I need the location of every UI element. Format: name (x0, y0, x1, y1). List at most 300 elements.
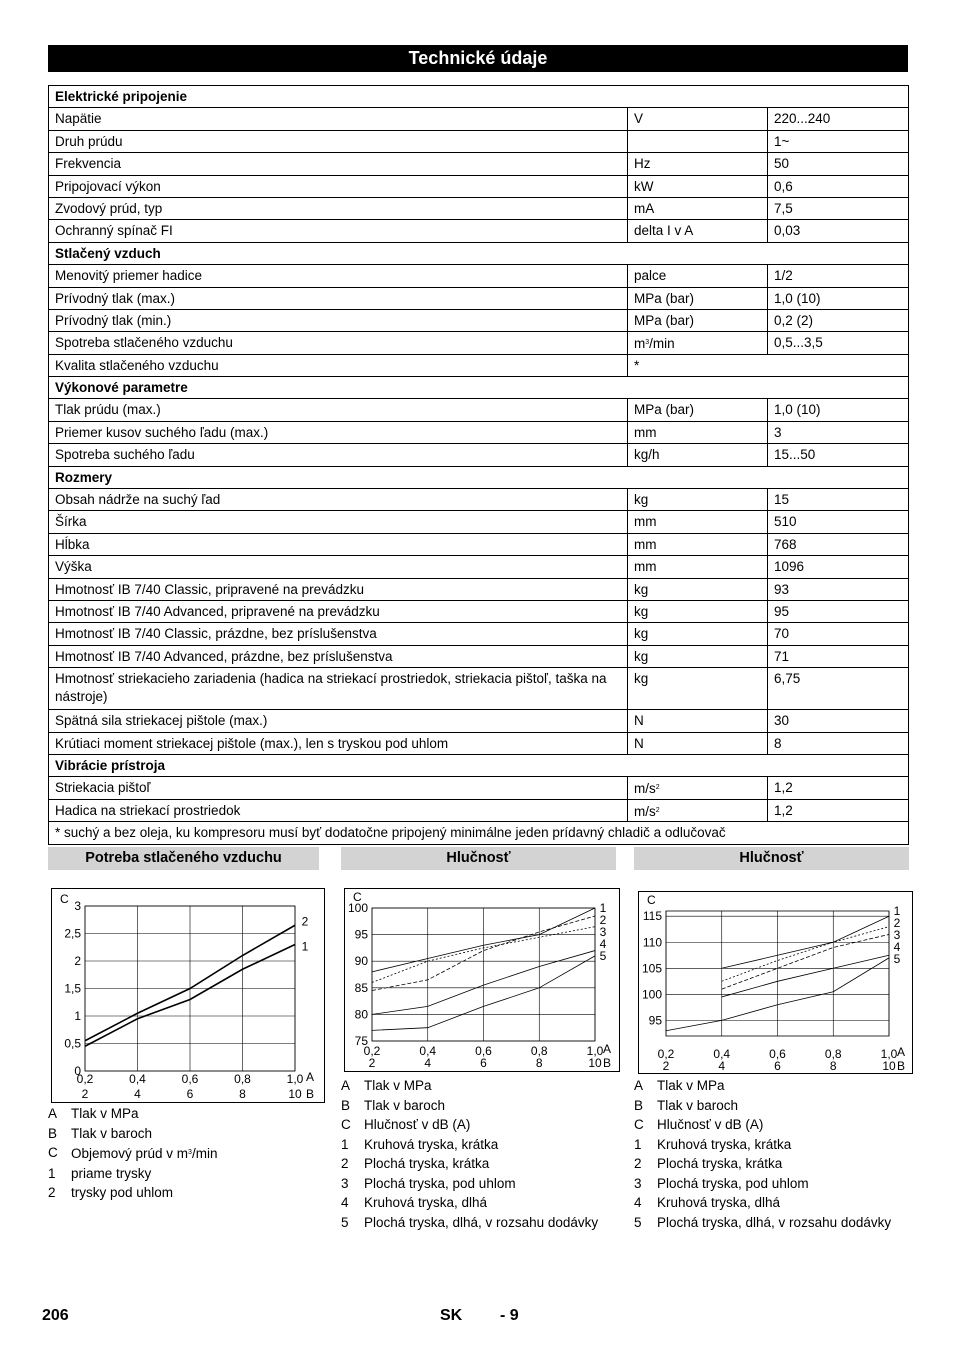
spec-unit: MPa (bar) (628, 287, 768, 309)
spec-row (49, 732, 909, 754)
legend-key: 3 (341, 1175, 349, 1191)
spec-label: Obsah nádrže na suchý ľad (49, 489, 628, 511)
legend-text-main: Tlak v MPa (364, 1078, 432, 1093)
spec-unit (628, 130, 768, 152)
spec-label: Krútiaci moment striekacej pištole (max.), len s tryskou pod uhlom (49, 732, 628, 754)
spec-label: Tlak prúdu (max.) (49, 399, 628, 421)
spec-label: Napätie (49, 108, 628, 130)
legend-item (341, 1076, 598, 1096)
legend-text-main: Hlučnosť v dB (A) (657, 1117, 764, 1132)
spec-unit-sup: 2 (655, 806, 660, 814)
spec-row (49, 710, 909, 732)
y-tick: 1,5 (64, 981, 81, 996)
x-tick-mpa: 0,4 (129, 1072, 146, 1086)
legend-text (657, 1076, 725, 1096)
legend-text-main: Plochá tryska, dlhá, v rozsahu dodávky (657, 1214, 892, 1230)
legend-text-main: Plochá tryska, krátka (657, 1156, 783, 1171)
legend-text-main: Kruhová tryska, dlhá (657, 1195, 781, 1210)
spec-value: 0,03 (768, 220, 909, 242)
legend-text-main: Tlak v MPa (657, 1078, 725, 1093)
x-tick-bar: 6 (480, 1056, 487, 1070)
spec-unit: MPa (bar) (628, 309, 768, 331)
chart-noise-2 (638, 891, 913, 1074)
legend-key: 4 (341, 1195, 349, 1210)
spec-unit: V (628, 108, 768, 130)
plot-area (666, 911, 889, 1036)
legend-key: A (341, 1078, 351, 1093)
y-tick: 105 (641, 961, 662, 976)
spec-value: 220...240 (768, 108, 909, 130)
spec-label: Hmotnosť striekacieho zariadenia (hadica na striekací prostriedok, striekacia pištoľ, taška na nástroje) (49, 668, 628, 710)
spec-label: Zvodový prúd, typ (49, 197, 628, 219)
spec-unit-base: m/s (634, 803, 656, 819)
x-tick-bar: 2 (81, 1087, 89, 1101)
spec-row (49, 623, 909, 645)
legend-key: C (634, 1117, 644, 1132)
spec-unit: mm (628, 556, 768, 578)
legend-text-main: Kruhová tryska, krátka (657, 1136, 792, 1152)
spec-note: * suchý a bez oleja, ku kompresoru musí byť dodatočne pripojený minimálne jeden prídavný chladič a odlučovač (49, 822, 909, 844)
legend-key: B (634, 1097, 644, 1113)
y-tick: 100 (347, 901, 368, 915)
axis-b-label: B (896, 1059, 906, 1073)
spec-section-label: Stlačený vzduch (49, 242, 909, 264)
legend-text-main: priame trysky (71, 1165, 152, 1181)
spec-label: Pripojovací výkon (49, 175, 628, 197)
spec-row (49, 108, 909, 130)
x-tick-bar: 6 (774, 1059, 781, 1073)
x-tick-mpa: 0,6 (475, 1044, 492, 1058)
spec-row (49, 645, 909, 667)
axis-a-label: A (602, 1042, 612, 1056)
spec-section-row (49, 242, 909, 264)
series-label: 2 (301, 914, 309, 929)
legend-text (657, 1135, 791, 1155)
legend-item (634, 1096, 891, 1116)
y-tick: 85 (354, 980, 368, 995)
axis-c-label: C (60, 892, 69, 906)
series-label: 2 (893, 916, 901, 930)
spec-value: 1,2 (768, 799, 909, 821)
y-tick: 115 (642, 909, 662, 924)
legend-text (364, 1135, 498, 1155)
spec-row (49, 287, 909, 309)
spec-section-label: Elektrické pripojenie (49, 86, 909, 108)
legend-noise-1 (341, 1076, 598, 1232)
legend-text-main: Plochá tryska, krátka (364, 1156, 490, 1171)
legend-key: 1 (341, 1136, 349, 1152)
spec-value: 71 (768, 645, 909, 667)
spec-value: 1,2 (768, 777, 909, 799)
spec-label: Spotreba suchého ľadu (49, 444, 628, 466)
chart-noise-1 (344, 888, 620, 1072)
spec-value: 8 (768, 732, 909, 754)
spec-unit: * (628, 354, 909, 376)
spec-unit: mm (628, 511, 768, 533)
y-tick: 110 (642, 935, 662, 950)
spec-row (49, 421, 909, 443)
spec-unit: kg (628, 578, 768, 600)
legend-text (71, 1183, 173, 1203)
spec-row (49, 777, 909, 799)
section-title-noise-1: Hlučnosť (341, 847, 616, 870)
legend-item (634, 1213, 891, 1233)
y-tick: 3 (74, 899, 81, 913)
legend-text (71, 1104, 139, 1124)
legend-text-main: Tlak v MPa (71, 1106, 139, 1121)
spec-value: 15 (768, 489, 909, 511)
axis-b-label: B (305, 1087, 315, 1101)
legend-item (341, 1193, 598, 1213)
legend-key: 3 (634, 1175, 642, 1191)
legend-text (71, 1124, 152, 1144)
spec-row (49, 556, 909, 578)
spec-note-row (49, 822, 909, 844)
spec-label: Hmotnosť IB 7/40 Advanced, prázdne, bez príslušenstva (49, 645, 628, 667)
series-label: 1 (301, 939, 309, 954)
legend-text (657, 1213, 891, 1233)
legend-text (364, 1193, 487, 1213)
axis-a-label: A (305, 1070, 315, 1084)
x-tick-mpa: 1,0 (286, 1072, 304, 1086)
legend-text (364, 1213, 598, 1233)
spec-row (49, 309, 909, 331)
spec-row (49, 799, 909, 821)
legend-item (48, 1143, 217, 1164)
y-tick: 75 (354, 1034, 368, 1048)
spec-unit-sup: 2 (655, 784, 660, 792)
legend-text (657, 1115, 763, 1135)
legend-text (364, 1174, 516, 1194)
plot-area (372, 908, 595, 1041)
legend-text (657, 1193, 780, 1213)
x-tick-bar: 10 (288, 1087, 302, 1101)
page-number: 206 (42, 1307, 69, 1324)
legend-item (48, 1104, 217, 1124)
legend-key: A (48, 1106, 58, 1121)
spec-unit (628, 332, 768, 354)
spec-table (48, 85, 909, 845)
legend-text-sup: 3 (188, 1149, 192, 1156)
x-tick-mpa: 0,2 (76, 1072, 94, 1086)
x-tick-mpa: 0,4 (713, 1047, 731, 1061)
spec-unit-base: m (634, 336, 646, 352)
spec-value: 7,5 (768, 197, 909, 219)
axis-b-label: B (602, 1056, 612, 1070)
series-label: 3 (599, 925, 607, 939)
legend-text-main: Objemový prúd v m (71, 1146, 189, 1161)
legend-text (364, 1154, 489, 1174)
y-tick: 2 (74, 954, 81, 968)
plot-area (85, 906, 295, 1071)
spec-row (49, 489, 909, 511)
legend-item (634, 1193, 891, 1213)
spec-section-label: Rozmery (49, 466, 909, 488)
spec-label: Menovitý priemer hadice (49, 265, 628, 287)
spec-value: 0,2 (2) (768, 309, 909, 331)
chart-air-consumption (51, 888, 325, 1103)
legend-key: 2 (48, 1185, 56, 1200)
spec-value: 95 (768, 600, 909, 622)
spec-value: 0,5...3,5 (768, 332, 909, 354)
y-tick: 95 (354, 927, 368, 942)
y-tick: 2,5 (64, 926, 81, 941)
spec-unit-sup: 3 (645, 339, 650, 347)
spec-label: Hmotnosť IB 7/40 Advanced, pripravené na prevádzku (49, 600, 628, 622)
spec-value: 1/2 (768, 265, 909, 287)
series-label: 1 (893, 904, 901, 918)
spec-label: Striekacia pištoľ (49, 777, 628, 799)
x-tick-bar: 6 (186, 1087, 194, 1101)
spec-value: 3 (768, 421, 909, 443)
spec-label: Hĺbka (49, 533, 628, 555)
legend-key: C (341, 1117, 351, 1132)
spec-label: Šírka (49, 511, 628, 533)
legend-item (634, 1115, 891, 1135)
y-tick: 100 (641, 987, 662, 1002)
spec-value: 30 (768, 710, 909, 732)
legend-key: 4 (634, 1195, 642, 1210)
axis-a-label: A (896, 1045, 906, 1059)
spec-unit: kg (628, 600, 768, 622)
spec-unit: mm (628, 533, 768, 555)
legend-text-main: Tlak v baroch (71, 1125, 153, 1141)
x-tick-bar: 10 (882, 1059, 896, 1073)
legend-key: 5 (341, 1214, 349, 1230)
spec-row (49, 578, 909, 600)
spec-unit: mm (628, 421, 768, 443)
legend-text (657, 1154, 782, 1174)
spec-value: 510 (768, 511, 909, 533)
legend-text (364, 1115, 470, 1135)
x-tick-mpa: 0,2 (657, 1047, 675, 1061)
x-tick-mpa: 0,4 (419, 1044, 437, 1058)
legend-key: 2 (634, 1156, 642, 1171)
legend-key: C (48, 1145, 58, 1160)
legend-text-main: Tlak v baroch (657, 1097, 739, 1113)
spec-row (49, 533, 909, 555)
x-tick-mpa: 0,6 (769, 1047, 786, 1061)
spec-section-row (49, 377, 909, 399)
spec-unit: Hz (628, 153, 768, 175)
x-tick-bar: 8 (535, 1056, 543, 1070)
spec-unit-base: m/s (634, 781, 656, 797)
legend-text-main: Plochá tryska, pod uhlom (364, 1175, 516, 1191)
spec-unit: kg (628, 623, 768, 645)
spec-row (49, 668, 909, 710)
spec-row (49, 153, 909, 175)
legend-text (364, 1096, 445, 1116)
x-tick-bar: 8 (829, 1059, 837, 1073)
x-tick-mpa: 0,6 (181, 1072, 199, 1086)
page-sub-number: - 9 (500, 1307, 519, 1324)
spec-label: Hadica na striekací prostriedok (49, 799, 628, 821)
legend-key: 5 (634, 1214, 642, 1230)
legend-item (341, 1174, 598, 1194)
spec-value: 1,0 (10) (768, 399, 909, 421)
page-title: Technické údaje (48, 45, 908, 72)
x-tick-bar: 8 (239, 1087, 246, 1101)
spec-unit: mA (628, 197, 768, 219)
spec-unit: delta I v A (628, 220, 768, 242)
spec-value: 70 (768, 623, 909, 645)
spec-unit: kg/h (628, 444, 768, 466)
series-label: 4 (893, 940, 901, 954)
axis-c-label: C (353, 890, 362, 904)
spec-value: 93 (768, 578, 909, 600)
spec-label: Kvalita stlačeného vzduchu (49, 354, 628, 376)
y-tick: 95 (648, 1013, 662, 1028)
series-label: 5 (599, 949, 607, 963)
x-tick-mpa: 1,0 (586, 1044, 604, 1058)
x-tick-bar: 10 (588, 1056, 602, 1070)
legend-text (71, 1164, 151, 1184)
spec-row (49, 265, 909, 287)
series-label: 2 (599, 913, 607, 927)
spec-label: Priemer kusov suchého ľadu (max.) (49, 421, 628, 443)
spec-row (49, 600, 909, 622)
spec-label: Prívodný tlak (min.) (49, 309, 628, 331)
legend-text-main: Plochá tryska, pod uhlom (657, 1175, 809, 1191)
legend-text (657, 1174, 809, 1194)
spec-unit (628, 799, 768, 821)
spec-unit-post: /min (649, 336, 675, 352)
legend-text-main: trysky pod uhlom (71, 1185, 174, 1200)
spec-value: 1,0 (10) (768, 287, 909, 309)
legend-item (341, 1096, 598, 1116)
spec-row (49, 354, 909, 376)
spec-row (49, 332, 909, 354)
legend-item (341, 1213, 598, 1233)
x-tick-mpa: 0,8 (824, 1047, 842, 1061)
x-tick-bar: 4 (718, 1059, 726, 1073)
y-tick: 80 (354, 1007, 368, 1022)
spec-label: Ochranný spínač FI (49, 220, 628, 242)
spec-row (49, 511, 909, 533)
legend-text-main: Kruhová tryska, krátka (364, 1136, 499, 1152)
spec-section-row (49, 466, 909, 488)
legend-item (48, 1183, 217, 1203)
spec-label: Frekvencia (49, 153, 628, 175)
spec-row (49, 220, 909, 242)
spec-unit (628, 777, 768, 799)
x-tick-bar: 2 (662, 1059, 670, 1073)
legend-key: B (48, 1125, 58, 1141)
series-line-3 (722, 934, 889, 989)
legend-key: A (634, 1078, 644, 1093)
spec-row (49, 130, 909, 152)
spec-value: 50 (768, 153, 909, 175)
legend-item (341, 1154, 598, 1174)
spec-value: 15...50 (768, 444, 909, 466)
spec-section-label: Výkonové parametre (49, 377, 909, 399)
y-tick: 0,5 (64, 1036, 81, 1051)
spec-label: Výška (49, 556, 628, 578)
series-label: 1 (599, 901, 607, 915)
legend-key: B (341, 1097, 351, 1113)
legend-text-main: Plochá tryska, dlhá, v rozsahu dodávky (364, 1214, 599, 1230)
legend-text (71, 1143, 217, 1164)
y-tick: 1 (74, 1009, 81, 1023)
spec-unit: N (628, 732, 768, 754)
spec-unit: N (628, 710, 768, 732)
x-tick-mpa: 0,2 (363, 1044, 381, 1058)
series-line-4 (722, 955, 889, 997)
legend-key: 1 (634, 1136, 642, 1152)
spec-row (49, 197, 909, 219)
legend-text-main: Kruhová tryska, dlhá (364, 1195, 488, 1210)
series-label: 4 (599, 937, 607, 951)
section-title-noise-2: Hlučnosť (634, 847, 909, 870)
legend-item (634, 1135, 891, 1155)
spec-label: Spätná sila striekacej pištole (max.) (49, 710, 628, 732)
legend-text-main: Tlak v baroch (364, 1097, 446, 1113)
spec-label: Prívodný tlak (max.) (49, 287, 628, 309)
legend-text (364, 1076, 432, 1096)
legend-text-main: Hlučnosť v dB (A) (364, 1117, 471, 1132)
series-label: 5 (893, 952, 901, 966)
spec-value: 768 (768, 533, 909, 555)
spec-unit: kg (628, 668, 768, 710)
legend-key: 2 (341, 1156, 349, 1171)
legend-item (634, 1076, 891, 1096)
legend-item (341, 1135, 598, 1155)
spec-label: Druh prúdu (49, 130, 628, 152)
spec-row (49, 175, 909, 197)
spec-label: Spotreba stlačeného vzduchu (49, 332, 628, 354)
spec-value: 6,75 (768, 668, 909, 710)
legend-item (48, 1124, 217, 1144)
axis-c-label: C (647, 893, 656, 907)
legend-item (634, 1174, 891, 1194)
legend-item (341, 1115, 598, 1135)
section-title-air: Potreba stlačeného vzduchu (48, 847, 319, 870)
spec-value: 1~ (768, 130, 909, 152)
spec-row (49, 399, 909, 421)
legend-text-post: /min (191, 1146, 218, 1161)
spec-label: Hmotnosť IB 7/40 Classic, pripravené na prevádzku (49, 578, 628, 600)
spec-unit: kg (628, 489, 768, 511)
x-tick-mpa: 0,8 (530, 1044, 548, 1058)
spec-value: 0,6 (768, 175, 909, 197)
spec-section-row (49, 754, 909, 776)
y-tick: 0 (74, 1064, 81, 1078)
legend-item (634, 1154, 891, 1174)
y-tick: 90 (354, 954, 368, 969)
spec-unit: kW (628, 175, 768, 197)
legend-text (657, 1096, 738, 1116)
spec-value: 1096 (768, 556, 909, 578)
spec-row (49, 444, 909, 466)
spec-unit: palce (628, 265, 768, 287)
x-tick-mpa: 0,8 (234, 1072, 251, 1086)
spec-unit: MPa (bar) (628, 399, 768, 421)
spec-unit: kg (628, 645, 768, 667)
language-code: SK (440, 1307, 463, 1324)
spec-label: Hmotnosť IB 7/40 Classic, prázdne, bez príslušenstva (49, 623, 628, 645)
x-tick-mpa: 1,0 (880, 1047, 898, 1061)
x-tick-bar: 4 (424, 1056, 432, 1070)
legend-key: 1 (48, 1165, 56, 1181)
series-label: 3 (893, 928, 901, 942)
x-tick-bar: 4 (134, 1087, 141, 1101)
legend-item (48, 1164, 217, 1184)
legend-noise-2 (634, 1076, 891, 1232)
spec-section-label: Vibrácie prístroja (49, 754, 909, 776)
legend-air (48, 1104, 217, 1203)
spec-section-row (49, 86, 909, 108)
x-tick-bar: 2 (368, 1056, 376, 1070)
